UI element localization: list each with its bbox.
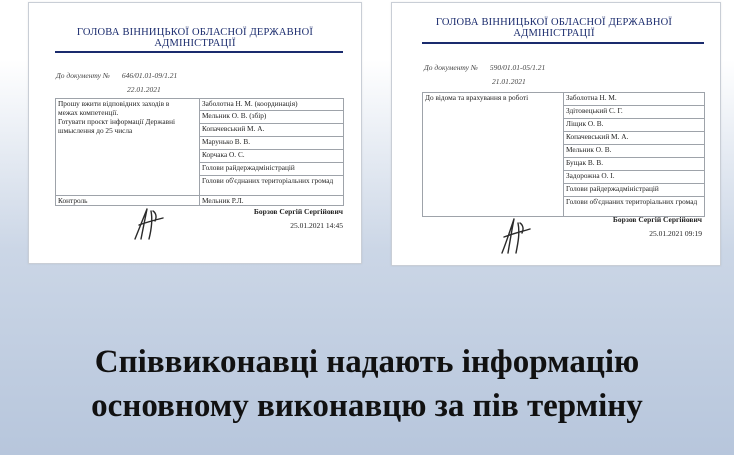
task-line: шмыcлення до 25 числа bbox=[58, 126, 133, 135]
left-signature-block bbox=[163, 205, 343, 233]
right-doc-ref bbox=[424, 63, 545, 72]
left-handwritten-signature bbox=[129, 205, 169, 243]
left-resolution-document bbox=[28, 2, 362, 264]
executor-cell: Голови райдержадміністрацій bbox=[564, 184, 705, 197]
executor-cell: Голови об'єднаних територіальних громад bbox=[564, 197, 705, 217]
left-doc-date: 22.01.2021 bbox=[127, 85, 161, 94]
executor-cell: Здітовецький С. Г. bbox=[564, 106, 705, 119]
executor-cell: Марунько В. В. bbox=[200, 137, 344, 150]
left-doc-header bbox=[69, 27, 321, 49]
task-line: межах компетенції. bbox=[58, 108, 119, 117]
task-line: До відома та врахування в роботі bbox=[425, 93, 529, 102]
task-line: Прошу вжити відповідних заходів в bbox=[58, 99, 170, 108]
right-resolution-document bbox=[391, 2, 721, 266]
left-signed-at: 25.01.2021 14:45 bbox=[290, 221, 343, 230]
executor-cell: Заболотна Н. М. (координація) bbox=[200, 99, 344, 111]
right-header-rule bbox=[422, 42, 704, 44]
right-header-line2: АДМІНІСТРАЦІЇ bbox=[513, 28, 595, 39]
right-resolution-table bbox=[422, 92, 705, 217]
executor-cell: Мельник О. В. bbox=[564, 145, 705, 158]
left-signer-name: Борзов Сергій Сергійович bbox=[253, 207, 343, 216]
right-signer-name: Борзов Сергій Сергійович bbox=[612, 215, 702, 224]
executor-cell: Бущак В. В. bbox=[564, 158, 705, 171]
control-value-cell: Мельник Р.Л. bbox=[200, 196, 344, 206]
left-task-cell bbox=[56, 99, 200, 196]
table-row bbox=[423, 93, 705, 106]
right-signed-at: 25.01.2021 09:19 bbox=[649, 229, 702, 238]
left-header-line1: ГОЛОВА ВІННИЦЬКОЇ ОБЛАСНОЇ ДЕРЖАВНОЇ bbox=[76, 27, 314, 38]
right-doc-ref-label: До документу № bbox=[424, 63, 478, 72]
executor-cell: Голови об'єднаних територіальних громад bbox=[200, 176, 344, 196]
executor-cell: Мельник О. В. (збір) bbox=[200, 111, 344, 124]
table-row bbox=[56, 196, 344, 206]
right-task-cell bbox=[423, 93, 564, 217]
left-header-rule bbox=[55, 51, 343, 53]
executor-cell: Ліщик О. В. bbox=[564, 119, 705, 132]
table-row bbox=[56, 99, 344, 111]
right-doc-date: 21.01.2021 bbox=[492, 77, 526, 86]
left-doc-ref bbox=[56, 71, 177, 80]
right-doc-header bbox=[428, 17, 680, 39]
executor-cell: Голови райдержадміністрацій bbox=[200, 163, 344, 176]
right-signature-block bbox=[522, 213, 702, 241]
left-resolution-table bbox=[55, 98, 344, 206]
left-header-line2: АДМІНІСТРАЦІЇ bbox=[154, 38, 236, 49]
task-line: Готувати проєкт інформації Державні bbox=[58, 117, 176, 126]
right-doc-ref-number: 590/01.01-05/1.21 bbox=[489, 63, 546, 72]
executor-cell: Копачевський М. А. bbox=[564, 132, 705, 145]
executor-cell: Копачевський М. А. bbox=[200, 124, 344, 137]
right-handwritten-signature bbox=[496, 215, 536, 257]
caption-line1: Співвиконавці надають інформацію bbox=[94, 344, 640, 380]
left-doc-ref-number: 646/01.01-09/1.21 bbox=[121, 71, 178, 80]
executor-cell: Заболотна Н. М. bbox=[564, 93, 705, 106]
slide-caption bbox=[0, 340, 734, 428]
executor-cell: Корчака О. С. bbox=[200, 150, 344, 163]
executor-cell: Задорожна О. І. bbox=[564, 171, 705, 184]
caption-line2: основному виконавцю за пів терміну bbox=[91, 388, 643, 424]
right-header-line1: ГОЛОВА ВІННИЦЬКОЇ ОБЛАСНОЇ ДЕРЖАВНОЇ bbox=[435, 17, 673, 28]
left-doc-ref-label: До документу № bbox=[56, 71, 110, 80]
control-label-cell: Контроль bbox=[56, 196, 200, 206]
